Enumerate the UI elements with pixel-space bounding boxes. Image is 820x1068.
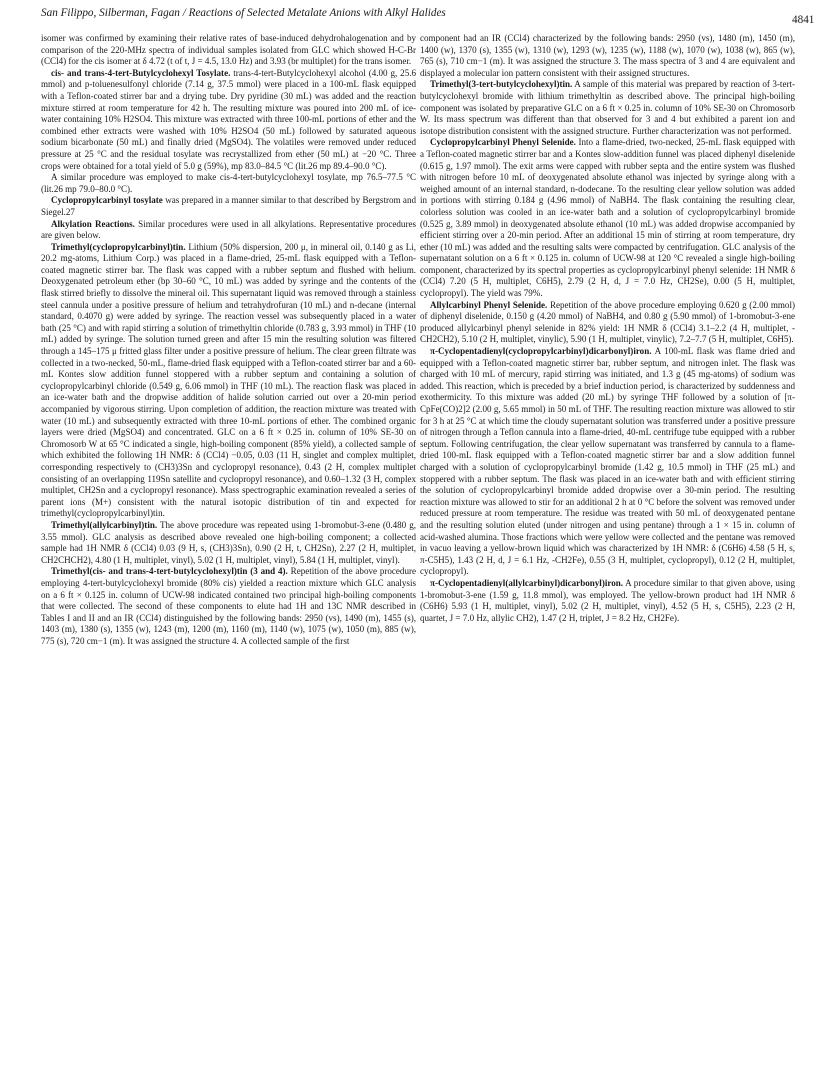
paragraph-text: was prepared in a manner similar to that described by Bergstrom and Siegel.27 bbox=[41, 195, 416, 217]
paragraph-heading: cis- and trans-4-tert-Butylcyclohexyl Tosylate. bbox=[51, 67, 231, 78]
paragraph bbox=[420, 137, 795, 299]
paragraph-text: A 100-mL flask was flame dried and equipped with a Teflon-coated magnetic stirrer bar, rubber septum, and nitrogen inlet. The flask was charged with 10 mL of mercury, rapid stirring was initiated, and 1.3 g (45 mg-atoms) of sodium was added. This reaction, which is preceded by a brief induction period, is characterized by suddenness and exothermicity. To this mixture was added (20 mL) by syringe THF followed by a solution of [π-CpFe(CO)2]2 (2.00 g, 5.65 mmol) in 50 mL of THF. The resulting reaction mixture was allowed to stir for 3 h at 25 °C at which time the cloudy supernatant solution was transferred under a positive pressure of nitrogen through a Teflon cannula into a flame-dried, 40-mL centrifuge tube equipped with a rubber septum. Following centrifugation, the clear yellow supernatant was transferred by cannula to a flame-dried 100-mL flask equipped with a Teflon-coated magnetic stirrer bar and a slow addition funnel charged with a solution of cyclopropylcarbinyl bromide (1.42 g, 10.5 mmol) in THF (25 mL) and stoppered with a rubber septum. The flask was placed in an ice-water bath and with efficient stirring the solution of cyclopropylcarbinyl bromide added dropwise over a 30-min period. The resulting reaction mixture was allowed to stir for an additional 2 h at 0 °C before the solvent was removed under reduced pressure at room temperature. The residue was treated with 50 mL of deoxygenated pentane and the resulting solution eluted (under nitrogen and using pentane) through a 1 × 15 in. column of acid-washed alumina. Those fractions which were yellow were collected and the pentane was removed in vacuo leaving a yellow-brown liquid which was characterized by 1H NMR: δ (C6H6) 4.58 (5 H, s, π-C5H5), 1.43 (2 H, d, J = 6.1 Hz, -CH2Fe), 0.55 (3 H, multiplet, cyclopropyl), 0.12 (2 H, multiplet, cyclopropyl). bbox=[420, 346, 795, 577]
paragraph-heading: π-Cyclopentadienyl(allylcarbinyl)dicarbonyl)iron. bbox=[430, 577, 624, 588]
paragraph bbox=[41, 68, 416, 172]
paragraph bbox=[41, 242, 416, 520]
paragraph-heading: Trimethyl(3-tert-butylcyclohexyl)tin. bbox=[430, 79, 573, 90]
paragraph-heading: π-Cyclopentadienyl(cyclopropylcarbinyl)dicarbonyl)iron. bbox=[430, 346, 652, 357]
paragraph-heading: Trimethyl(cis- and trans-4-tert-butylcyclohexyl)tin (3 and 4). bbox=[51, 566, 288, 577]
paragraph bbox=[41, 566, 416, 647]
right-column bbox=[420, 33, 795, 624]
page-number: 4841 bbox=[792, 14, 815, 26]
paragraph bbox=[41, 33, 416, 68]
paragraph-text: Similar procedures were used in all alkylations. Representative procedures are given below. bbox=[41, 218, 417, 241]
paragraph bbox=[41, 219, 416, 242]
paragraph bbox=[420, 346, 795, 578]
paragraph-text: isomer was confirmed by examining their relative rates of base-induced dehydrohalogenation and by comparison of the 220-MHz spectra of individual samples isolated from GLC which showed H-C-Br (CCl4) for the cis isomer at δ 4.72 (t of t, J = 4.5, 13.0 Hz) and 3.93 (br multiplet) for the trans isomer. bbox=[41, 33, 416, 67]
paragraph bbox=[41, 172, 416, 195]
running-title: San Filippo, Silberman, Fagan / Reactions of Selected Metalate Anions with Alkyl Halides bbox=[41, 7, 446, 19]
paragraph-text: The above procedure was repeated using 1-bromobut-3-ene (0.480 g, 3.55 mmol). GLC analysis as described above revealed one high-boiling component; a collected sample had 1H NMR δ (CCl4) 0.03 (9 H, s, (CH3)3Sn), 0.90 (2 H, t, CH2Sn), 2.27 (2 H, multiplet, CH2CHCH2), 4.80 (1 H, multiplet, vinyl), 5.02 (1 H, multiplet, vinyl), 5.84 (1 H, multiplet, vinyl). bbox=[41, 519, 416, 565]
paragraph-text: Repetition of the above procedure employing 0.620 g (2.00 mmol) of diphenyl diselenide, 0.150 g (4.20 mmol) of NaBH4, and 0.80 g (5.90 mmol) of 1-bromobut-3-ene produced allylcarbinyl phenyl selenide in 82% yield: 1H NMR δ (CCl4) 3.1–2.2 (4 H, multiplet, -CH2CH2), 5.10 (2 H, multiplet, vinylic), 5.90 (1 H, multiplet, vinylic), 7.2–7.7 (5 H, multiplet, C6H5). bbox=[420, 299, 795, 345]
paragraph-heading: Allylcarbinyl Phenyl Selenide. bbox=[430, 299, 548, 310]
paragraph-text: component had an IR (CCl4) characterized by the following bands: 2950 (vs), 1480 (m), 1450 (m), 1400 (w), 1370 (s), 1355 (w), 1310 (w), 1293 (w), 1235 (w), 1188 (w), 1070 (w), 1038 (w), 865 (w), 765 (s), 710 cm−1 (m). It was assigned the structure 3. The mass spectra of 3 and 4 are equivalent and displayed a molecular ion pattern consistent with their assigned structures. bbox=[420, 33, 795, 78]
paragraph-text: trans-4-tert-Butylcyclohexyl alcohol (4.00 g, 25.6 mmol) and p-toluenesulfonyl chloride (7.14 g, 37.5 mmol) were placed in a 100-mL flask equipped with a Teflon-coated stirrer bar and a drying tube. Dry pyridine (30 mL) was added and the reaction mixture stirred at room temperature for 42 h. The resulting mixture was poured into 200 mL of ice-water containing 10% H2SO4. This mixture was extracted with three 100-mL portions of ether and the combined ether extracts were washed with 10% H2SO4 (50 mL) followed by saturated aqueous sodium bicarbonate (50 mL) and finally dried (MgSO4). The volatiles were removed under reduced pressure at 25 °C and the residual tosylate was recrystallized from ether (50 mL) at −20 °C. Three crops were obtained for a total yield of 5.0 g (59%), mp 83.0–84.5 °C (lit.26 mp 89.4–90.0 °C). bbox=[41, 67, 417, 171]
paragraph bbox=[420, 300, 795, 346]
paragraph-text: A procedure similar to that given above, using 1-bromobut-3-ene (1.59 g, 11.8 mmol), was employed. The yellow-brown product had 1H NMR δ (C6H6) 5.93 (1 H, multiplet, vinyl), 5.02 (2 H, multiplet, vinyl), 4.52 (5 H, s, C5H5), 2.23 (2 H, quartet, J = 7.0 Hz, allylic CH2), 1.47 (2 H, triplet, J = 8.2 Hz, CH2Fe). bbox=[420, 577, 795, 623]
paragraph bbox=[420, 578, 795, 624]
paragraph-heading: Cyclopropylcarbinyl tosylate bbox=[51, 195, 163, 206]
paragraph bbox=[41, 520, 416, 566]
left-column bbox=[41, 33, 416, 647]
paragraph-text: Into a flame-dried, two-necked, 25-mL flask equipped with a Teflon-coated magnetic stirrer bar and a Kontes slow-addition funnel was placed diphenyl diselenide (0.615 g, 1.97 mmol). The exit arms were capped with rubber septa and the entire system was flushed with nitrogen before 10 mL of deoxygenated absolute ethanol was injected by syringe along with a weighed amount of an internal standard, n-dodecane. To the resulting clear yellow solution was added in portions with stirring 0.184 g (4.96 mmol) of NaBH4. The flask containing the resulting clear, colorless solution was cooled in an ice-water bath and a solution of cyclopropylcarbinyl bromide (0.525 g, 3.89 mmol) in deoxygenated absolute ethanol (10 mL) was added dropwise accompanied by efficient stirring over a 20-min period. After an additional 15 min of stirring at room temperature, dry ether (10 mL) was added and the resulting salts were compacted by centrifugation. GLC analysis of the supernatant solution on a 6 ft × 0.125 in. column of UCW-98 at 120 °C revealed a single high-boiling component, characterized by its spectral properties as cyclopropylcarbinyl phenyl selenide: 1H NMR δ (CCl4) 7.20 (5 H, multiplet, C6H5), 2.79 (2 H, d, J = 7.0 Hz, CH2Se), 0.00 (5 H, multiplet, cyclopropyl). The yield was 79%. bbox=[420, 137, 795, 299]
paragraph-text: A similar procedure was employed to make cis-4-tert-butylcyclohexyl tosylate, mp 76.5–77.5 °C (lit.26 mp 79.0–80.0 °C). bbox=[41, 172, 416, 194]
paragraph-heading: Cyclopropylcarbinyl Phenyl Selenide. bbox=[430, 137, 576, 148]
paragraph-text: Lithium (50% dispersion, 200 μ, in mineral oil, 0.140 g as Li, 20.2 mg-atoms, Lithium Corp.) was placed in a flame-dried, 25-mL flask equipped with a Teflon-coated magnetic stirrer bar. The flask was capped with a rubber septum and flushed with helium. Deoxygenated petroleum ether (bp 30–60 °C, 10 mL) was added by syringe and the contents of the flask stirred briefly to dissolve the mineral oil. This supernatant liquid was removed through a stainless steel cannula under a positive pressure of helium and tetrahydrofuran (10 mL) and n-decane (internal standard, 0.4070 g) were added by syringe. The reaction vessel was subsequently placed in a water bath (25 °C) and with rapid stirring a solution of trimethyltin chloride (0.783 g, 3.93 mmol) in THF (10 mL) added by syringe. The solution turned green and after 15 min the resulting solution was filtered through a 145–175 μ fritted glass filter under a positive pressure of helium. The clear green filtrate was collected in a two-necked, 50-mL, flame-dried flask equipped with a Teflon-coated stirrer bar and a 60-mL Kontes slow addition funnel stoppered with a rubber septum and containing a solution of cyclopropylcarbinyl chloride (0.549 g, 6.06 mmol) in THF (10 mL). The reaction flask was placed in an ice-water bath and the dropwise addition of halide solution carried out over a 20-min period accompanied by vigorous stirring. Upon completion of addition, the reaction mixture was treated with water (10 mL) and subsequently extracted with three 10-mL portions of ether. The combined organic layers were dried (MgSO4) and concentrated. GLC on a 6 ft × 0.25 in. column of 10% SE-30 on Chromosorb W at 65 °C indicated a single, high-boiling component (85% yield), a collected sample of which exhibited the following 1H NMR: δ (CCl4) −0.05, 0.03 (11 H, singlet and complex multiplet, corresponding respectively to (CH3)3Sn and cyclopropyl resonance), 0.43 (2 H, complex multiplet consisting of an overlapping 119Sn satellite and cyclopropyl resonance), and 0.60–1.32 (3 H, complex multiplet, CH2Sn and a cyclopropyl resonance). Mass spectrographic examination revealed a series of parent ions (M+) consistent with the natural isotopic distribution of tin and expected for trimethyl(cyclopropylcarbinyl)tin. bbox=[41, 241, 416, 519]
paragraph-heading: Alkylation Reactions. bbox=[51, 218, 135, 229]
paragraph-text: Repetition of the above procedure employing 4-tert-butylcyclohexyl bromide (80% cis) yielded a reaction mixture which GLC analysis on a 6 ft × 0.125 in. column of UCW-98 indicated contained two principal high-boiling components that were collected. The second of these components to elute had 1H and 13C NMR described in Tables I and II and an IR (CCl4) distinguished by the following bands: 2950 (vs), 1490 (m), 1455 (s), 1403 (m), 1380 (s), 1355 (w), 1243 (m), 1200 (m), 1160 (m), 1140 (w), 1075 (w), 1050 (m), 885 (w), 775 (s), 720 cm−1 (m). It was assigned the structure 4. A collected sample of the first bbox=[41, 566, 416, 646]
paragraph-heading: Trimethyl(cyclopropylcarbinyl)tin. bbox=[51, 241, 186, 252]
paragraph bbox=[420, 79, 795, 137]
paragraph bbox=[420, 33, 795, 79]
paragraph-text: A sample of this material was prepared by reaction of 3-tert-butylcyclohexyl bromide with lithium trimethyltin as described above. The principal high-boiling component was isolated by preparative GLC on a 6 ft × 0.25 in. column of 10% SE-30 on Chromosorb W. Its mass spectrum was different than that observed for 3 and 4 but exhibited a parent ion and isotope distribution consistent with the assigned structure. Further characterization was not performed. bbox=[420, 79, 795, 136]
paragraph bbox=[41, 195, 416, 218]
paragraph-heading: Trimethyl(allylcarbinyl)tin. bbox=[51, 519, 158, 530]
running-header bbox=[41, 7, 815, 26]
